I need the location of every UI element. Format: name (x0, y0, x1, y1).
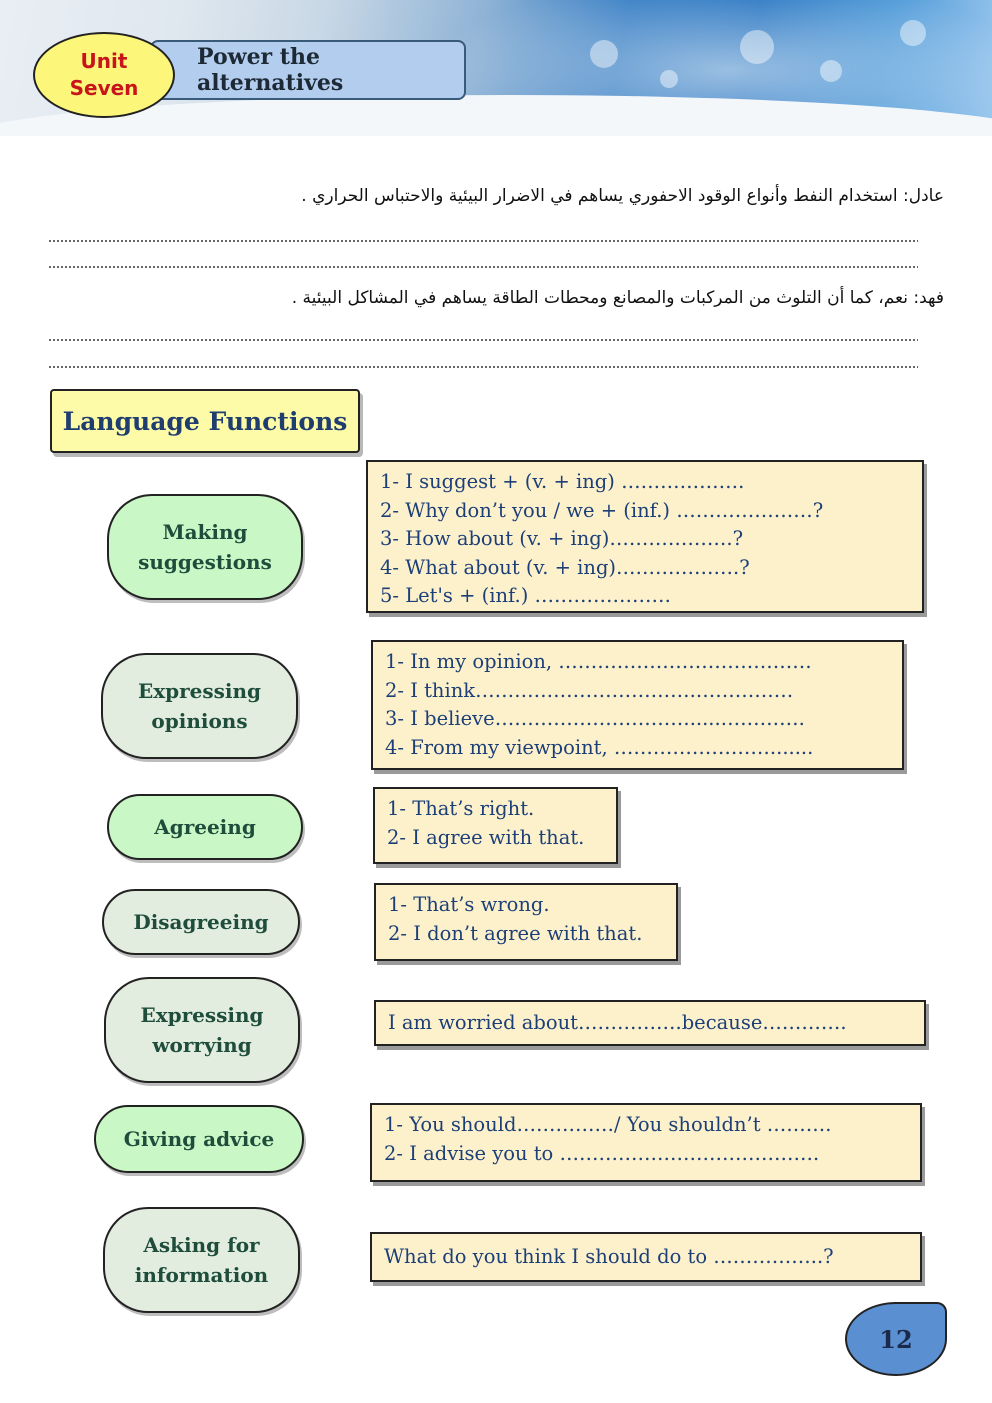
unit-number: Seven (69, 76, 139, 100)
function-card-making-suggestions (366, 460, 924, 613)
function-label-text: Disagreeing (133, 910, 269, 934)
banner-bokeh (660, 70, 678, 88)
function-label-text: opinions (151, 709, 248, 733)
function-item: 2- I don’t agree with that. (388, 921, 643, 945)
function-item: 1- I suggest + (v. + ing) ………………. (380, 470, 745, 493)
banner-bokeh (820, 60, 842, 82)
function-label-disagreeing (102, 889, 300, 955)
unit-title: Power the alternatives (197, 44, 344, 96)
function-item: 4- What about (v. + ing)……………….? (380, 555, 750, 579)
unit-badge (33, 32, 175, 118)
function-card-agreeing (373, 787, 618, 864)
function-label-making-suggestions (107, 494, 303, 600)
banner-bokeh (900, 20, 926, 46)
function-card-expressing-worrying (374, 1000, 926, 1046)
function-item: 2- I think…………………………….…………… (385, 678, 794, 702)
function-card-giving-advice (370, 1103, 922, 1182)
function-item: What do you think I should do to ……………..? (384, 1245, 834, 1268)
function-label-text: Agreeing (154, 815, 256, 839)
function-item: I am worried about…………….because…………. (388, 1011, 847, 1034)
function-item: 3- How about (v. + ing)……………….? (380, 527, 744, 550)
answer-line (48, 266, 918, 268)
function-item: 3- I believe………………………….....…………. (385, 707, 805, 730)
function-label-text: information (134, 1263, 269, 1287)
function-label-expressing-worrying (104, 977, 300, 1083)
function-item: 1- That’s right. (387, 797, 535, 820)
function-card-expressing-opinions (371, 640, 904, 770)
function-label-expressing-opinions (101, 653, 298, 759)
function-label-text: Expressing (137, 679, 262, 703)
function-item: 5- Let's + (inf.) ………………… (380, 584, 672, 607)
page-number-badge (845, 1302, 947, 1376)
function-item: 2- Why don’t you / we + (inf.) …………………? (380, 498, 824, 522)
function-item: 1- That’s wrong. (388, 893, 550, 916)
section-title-box (50, 389, 360, 453)
banner-bokeh (590, 40, 618, 68)
page-number: 12 (879, 1324, 913, 1354)
answer-line (48, 339, 918, 341)
function-label-giving-advice (94, 1105, 304, 1173)
answer-line (48, 240, 918, 242)
function-item: 4- From my viewpoint, ……………………....... (385, 735, 814, 759)
unit-label: Unit (80, 49, 128, 73)
banner-bokeh (740, 30, 774, 64)
answer-line (48, 366, 918, 368)
function-card-asking-for-information (370, 1232, 922, 1282)
function-label-asking-for-information (103, 1207, 300, 1313)
unit-title-box (150, 40, 466, 100)
function-label-text: suggestions (138, 550, 272, 574)
dialogue-line-2: فهد: نعم، كما أن التلوث من المركبات والمصانع ومحطات الطاقة يساهم في المشاكل البيئية . (291, 288, 944, 308)
function-label-agreeing (107, 794, 303, 860)
function-card-disagreeing (374, 883, 678, 961)
function-item: 1- You should……………/ You shouldn’t ………. (384, 1113, 832, 1136)
dialogue-line-1: عادل: استخدام النفط وأنواع الوقود الاحفوري يساهم في الاضرار البيئية والاحتباس الحراري . (301, 186, 944, 206)
function-item: 1- In my opinion, ………………………………… (385, 650, 812, 673)
function-label-text: Asking for (143, 1233, 260, 1257)
function-item: 2- I advise you to …………………………………. (384, 1141, 820, 1165)
function-label-text: Giving advice (123, 1127, 275, 1151)
function-item: 2- I agree with that. (387, 825, 585, 849)
function-label-text: worrying (152, 1033, 252, 1057)
function-label-text: Expressing (140, 1003, 264, 1027)
section-title: Language Functions (62, 406, 348, 436)
function-label-text: Making (162, 520, 248, 544)
